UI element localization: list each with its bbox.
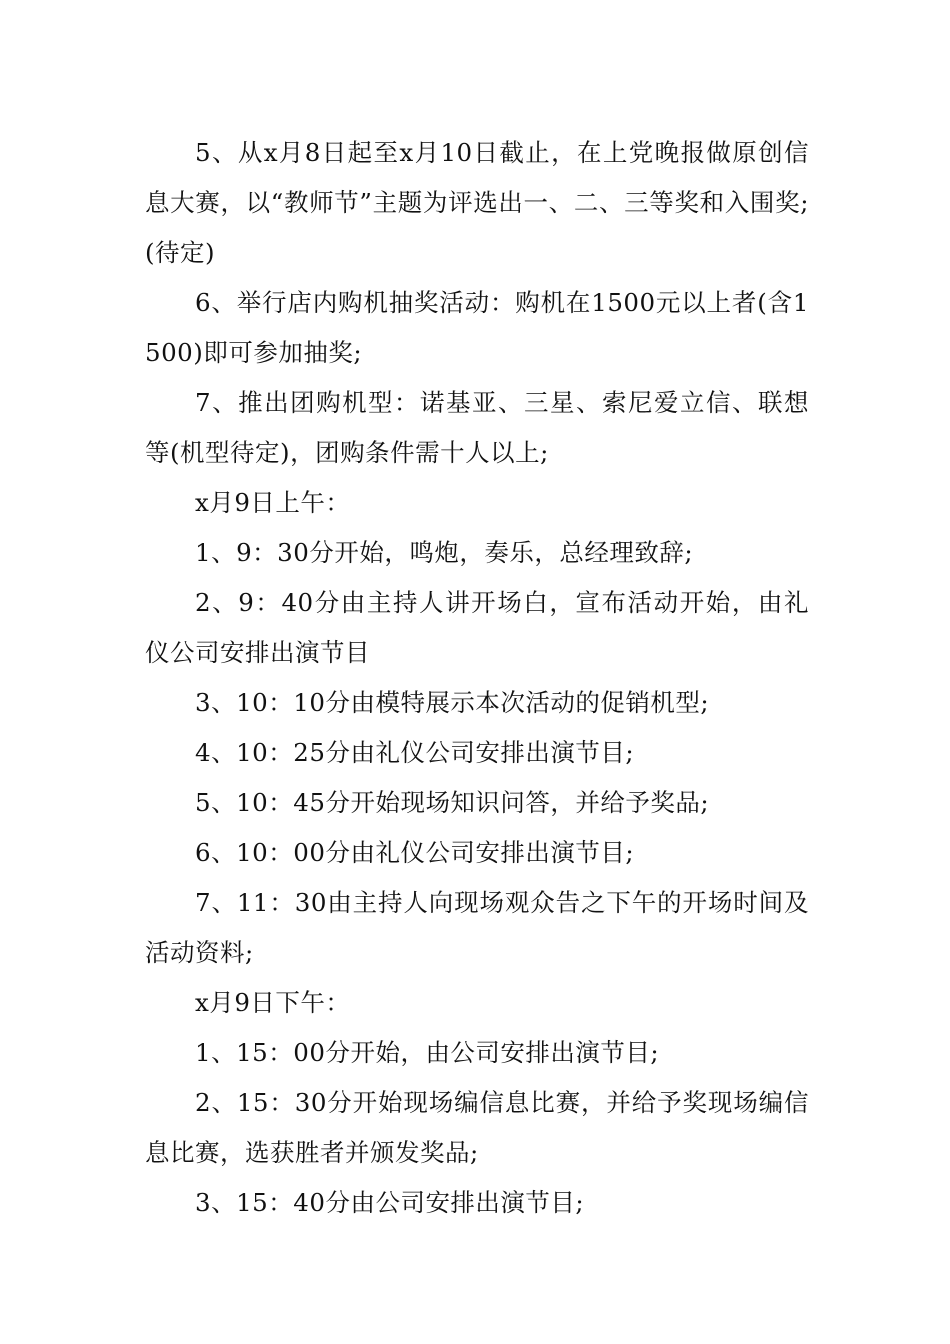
- paragraph: 3、15：40分由公司安排出演节目;: [195, 1188, 585, 1217]
- paragraph: 2、9：40分由主持人讲开场白，宣布活动开始，由礼仪公司安排出演节目: [145, 588, 809, 667]
- paragraph: 7、11：30由主持人向现场观众告之下午的开场时间及活动资料;: [145, 888, 809, 967]
- paragraph: 4、10：25分由礼仪公司安排出演节目;: [195, 738, 635, 767]
- paragraph: 1、9：30分开始，鸣炮，奏乐，总经理致辞;: [195, 538, 694, 567]
- paragraph: 7、推出团购机型：诺基亚、三星、索尼爱立信、联想等(机型待定)，团购条件需十人以上;: [145, 388, 809, 467]
- paragraph: 1、15：00分开始，由公司安排出演节目;: [195, 1038, 660, 1067]
- paragraph: 6、举行店内购机抽奖活动：购机在1500元以上者(含1500)即可参加抽奖;: [145, 288, 809, 367]
- section-heading: x月9日上午：: [195, 488, 351, 517]
- paragraph: 3、10：10分由模特展示本次活动的促销机型;: [195, 688, 710, 717]
- paragraph: 2、15：30分开始现场编信息比赛，并给予奖现场编信息比赛，选获胜者并颁发奖品;: [145, 1088, 809, 1167]
- paragraph: 5、10：45分开始现场知识问答，并给予奖品;: [195, 788, 710, 817]
- paragraph: 6、10：00分由礼仪公司安排出演节目;: [195, 838, 635, 867]
- document-body: [145, 128, 809, 1228]
- section-heading: x月9日下午：: [195, 988, 351, 1017]
- paragraph: 5、从x月8日起至x月10日截止，在上党晚报做原创信息大赛，以“教师节”主题为评选出一、二、三等奖和入围奖;(待定): [145, 138, 809, 267]
